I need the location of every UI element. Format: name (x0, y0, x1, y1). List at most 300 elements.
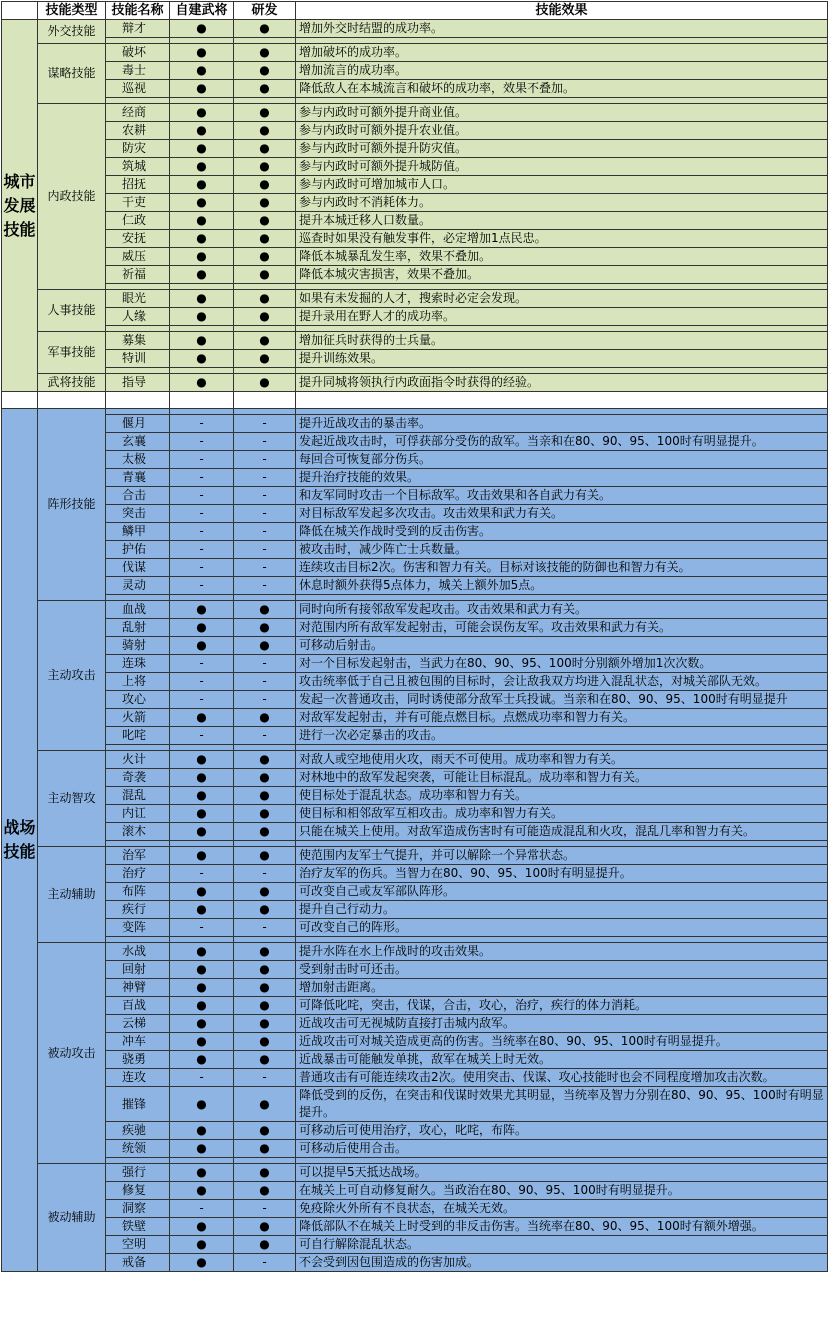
research-mark: - (234, 541, 296, 559)
header-research: 研发 (234, 2, 296, 20)
skill-name: 血战 (106, 601, 170, 619)
self-built-mark: ● (170, 1140, 234, 1158)
skill-name: 神臂 (106, 979, 170, 997)
research-mark: ● (234, 308, 296, 326)
skill-name: 安抚 (106, 230, 170, 248)
research-mark: ● (234, 1051, 296, 1069)
research-mark: ● (234, 979, 296, 997)
skill-effect: 可改变自己的阵形。 (296, 919, 828, 937)
self-built-mark: ● (170, 80, 234, 98)
self-built-mark: ● (170, 709, 234, 727)
research-mark: ● (234, 619, 296, 637)
table-row (2, 1140, 828, 1158)
group-label: 人事技能 (38, 290, 106, 332)
skill-name: 玄襄 (106, 433, 170, 451)
skill-name: 云梯 (106, 1015, 170, 1033)
self-built-mark: - (170, 433, 234, 451)
table-row (2, 62, 828, 80)
skill-effect: 连续攻击目标2次。伤害和智力有关。目标对该技能的防御也和智力有关。 (296, 559, 828, 577)
skill-name: 特训 (106, 350, 170, 368)
self-built-mark: ● (170, 230, 234, 248)
table-row (2, 787, 828, 805)
table-row (2, 673, 828, 691)
table-row (2, 266, 828, 284)
table-row (2, 997, 828, 1015)
research-mark: - (234, 727, 296, 745)
skill-name: 青襄 (106, 469, 170, 487)
group-label: 外交技能 (38, 20, 106, 44)
skill-effect: 对敌军发起射击，并有可能点燃目标。点燃成功率和智力有关。 (296, 709, 828, 727)
divider-cell (296, 392, 828, 409)
skill-name: 突击 (106, 505, 170, 523)
skill-name: 水战 (106, 943, 170, 961)
skill-name: 辩才 (106, 20, 170, 38)
category-label: 城市发展技能 (2, 20, 38, 392)
table-row (2, 1087, 828, 1122)
research-mark: - (234, 655, 296, 673)
research-mark: ● (234, 1218, 296, 1236)
skill-name: 强行 (106, 1164, 170, 1182)
self-built-mark: ● (170, 601, 234, 619)
header-corner (2, 2, 38, 20)
skill-effect: 只能在城关上使用。对敌军造成伤害时有可能造成混乱和火攻，混乱几率和智力有关。 (296, 823, 828, 841)
self-built-mark: ● (170, 805, 234, 823)
research-mark: ● (234, 1140, 296, 1158)
skill-name: 募集 (106, 332, 170, 350)
self-built-mark: ● (170, 1182, 234, 1200)
skill-effect: 参与内政时可额外提升防灾值。 (296, 140, 828, 158)
table-row (2, 601, 828, 619)
group-label: 主动辅助 (38, 847, 106, 943)
research-mark: - (234, 415, 296, 433)
table-row (2, 1200, 828, 1218)
research-mark: ● (234, 20, 296, 38)
skill-effect: 使目标处于混乱状态。成功率和智力有关。 (296, 787, 828, 805)
table-row (2, 1236, 828, 1254)
group-label: 阵形技能 (38, 409, 106, 601)
self-built-mark: ● (170, 1033, 234, 1051)
research-mark: ● (234, 140, 296, 158)
skill-effect: 降低部队不在城关上时受到的非反击伤害。当统率在80、90、95、100时有额外增强。 (296, 1218, 828, 1236)
self-built-mark: ● (170, 140, 234, 158)
skill-name: 筑城 (106, 158, 170, 176)
self-built-mark: - (170, 505, 234, 523)
skill-name: 百战 (106, 997, 170, 1015)
self-built-mark: ● (170, 20, 234, 38)
research-mark: ● (234, 62, 296, 80)
research-mark: ● (234, 80, 296, 98)
research-mark: - (234, 673, 296, 691)
skill-name: 上将 (106, 673, 170, 691)
skill-name: 奇袭 (106, 769, 170, 787)
skill-name: 连珠 (106, 655, 170, 673)
skill-name: 破坏 (106, 44, 170, 62)
table-row (2, 883, 828, 901)
skill-name: 滚木 (106, 823, 170, 841)
skill-name: 灵动 (106, 577, 170, 595)
skill-name: 火计 (106, 751, 170, 769)
table-row (2, 1069, 828, 1087)
skill-name: 合击 (106, 487, 170, 505)
skill-effect: 提升同城将领执行内政面指令时获得的经验。 (296, 374, 828, 392)
self-built-mark: ● (170, 44, 234, 62)
skill-name: 叱咤 (106, 727, 170, 745)
research-mark: ● (234, 194, 296, 212)
self-built-mark: ● (170, 787, 234, 805)
table-row (2, 158, 828, 176)
group-label: 主动智攻 (38, 751, 106, 847)
self-built-mark: ● (170, 350, 234, 368)
table-row (2, 823, 828, 841)
group-label: 武将技能 (38, 374, 106, 392)
skill-name: 内讧 (106, 805, 170, 823)
table-row (2, 1033, 828, 1051)
research-mark: ● (234, 961, 296, 979)
table-row (2, 1164, 828, 1182)
research-mark: ● (234, 104, 296, 122)
research-mark: ● (234, 805, 296, 823)
skill-name: 统领 (106, 1140, 170, 1158)
skill-name: 防灾 (106, 140, 170, 158)
self-built-mark: ● (170, 212, 234, 230)
self-built-mark: ● (170, 122, 234, 140)
group-label: 军事技能 (38, 332, 106, 374)
table-row (2, 350, 828, 368)
skill-name: 铁壁 (106, 1218, 170, 1236)
research-mark: ● (234, 997, 296, 1015)
skill-effect: 提升本城迁移人口数量。 (296, 212, 828, 230)
skill-effect: 参与内政时可额外提升农业值。 (296, 122, 828, 140)
skill-name: 冲车 (106, 1033, 170, 1051)
skill-effect: 巡查时如果没有触发事件，必定增加1点民忠。 (296, 230, 828, 248)
self-built-mark: ● (170, 1254, 234, 1272)
skill-name: 疾行 (106, 901, 170, 919)
self-built-mark: - (170, 577, 234, 595)
table-row (2, 943, 828, 961)
self-built-mark: ● (170, 847, 234, 865)
divider-cell (38, 392, 106, 409)
skill-effect: 对敌人或空地使用火攻，雨天不可使用。成功率和智力有关。 (296, 751, 828, 769)
skill-effect: 发起一次普通攻击，同时诱使部分敌军士兵投诚。当亲和在80、90、95、100时有明显提升 (296, 691, 828, 709)
self-built-mark: ● (170, 1015, 234, 1033)
research-mark: - (234, 433, 296, 451)
skill-effect: 可移动后可使用治疗，攻心，叱咤，布阵。 (296, 1122, 828, 1140)
table-row (2, 865, 828, 883)
table-row (2, 523, 828, 541)
self-built-mark: ● (170, 769, 234, 787)
self-built-mark: ● (170, 901, 234, 919)
research-mark: ● (234, 44, 296, 62)
research-mark: ● (234, 1236, 296, 1254)
table-row (2, 176, 828, 194)
skill-effect: 如果有未发掘的人才，搜索时必定会发现。 (296, 290, 828, 308)
skill-effect: 参与内政时可额外提升商业值。 (296, 104, 828, 122)
table-row (2, 308, 828, 326)
table-row (2, 637, 828, 655)
self-built-mark: - (170, 691, 234, 709)
skill-effect: 降低本城暴乱发生率，效果不叠加。 (296, 248, 828, 266)
research-mark: ● (234, 847, 296, 865)
research-mark: ● (234, 1122, 296, 1140)
skill-effect: 可移动后射击。 (296, 637, 828, 655)
table-row (2, 961, 828, 979)
group-label: 被动辅助 (38, 1164, 106, 1272)
skill-name: 伐谋 (106, 559, 170, 577)
research-mark: ● (234, 1182, 296, 1200)
research-mark: ● (234, 374, 296, 392)
self-built-mark: - (170, 451, 234, 469)
table-row (2, 1122, 828, 1140)
research-mark: - (234, 523, 296, 541)
table-row (2, 901, 828, 919)
table-row (2, 122, 828, 140)
research-mark: ● (234, 122, 296, 140)
research-mark: ● (234, 212, 296, 230)
skill-effect: 增加征兵时获得的士兵量。 (296, 332, 828, 350)
research-mark: - (234, 1069, 296, 1087)
table-row (2, 469, 828, 487)
skill-name: 仁政 (106, 212, 170, 230)
skill-effect: 受到射击时可还击。 (296, 961, 828, 979)
skill-name: 连攻 (106, 1069, 170, 1087)
research-mark: ● (234, 248, 296, 266)
self-built-mark: ● (170, 1218, 234, 1236)
table-row (2, 487, 828, 505)
skill-effect: 在城关上可自动修复耐久。当政治在80、90、95、100时有明显提升。 (296, 1182, 828, 1200)
skill-effect: 参与内政时可额外提升城防值。 (296, 158, 828, 176)
skill-effect: 不会受到因包围造成的伤害加成。 (296, 1254, 828, 1272)
table-row (2, 451, 828, 469)
research-mark: ● (234, 1033, 296, 1051)
self-built-mark: ● (170, 823, 234, 841)
research-mark: ● (234, 1087, 296, 1122)
self-built-mark: ● (170, 979, 234, 997)
skill-effect: 对林地中的敌军发起突袭，可能让目标混乱。成功率和智力有关。 (296, 769, 828, 787)
skill-effect: 降低在城关作战时受到的反击伤害。 (296, 523, 828, 541)
self-built-mark: - (170, 727, 234, 745)
skill-effect: 降低本城灾害损害，效果不叠加。 (296, 266, 828, 284)
self-built-mark: ● (170, 62, 234, 80)
skill-effect: 使目标和相邻敌军互相攻击。成功率和智力有关。 (296, 805, 828, 823)
self-built-mark: - (170, 1200, 234, 1218)
skill-effect: 发起近战攻击时，可俘获部分受伤的敌军。当亲和在80、90、95、100时有明显提升。 (296, 433, 828, 451)
skill-name: 回射 (106, 961, 170, 979)
table-row (2, 505, 828, 523)
table-row (2, 212, 828, 230)
skill-effect: 可降低叱咤，突击，伐谋，合击，攻心，治疗，疾行的体力消耗。 (296, 997, 828, 1015)
skill-name: 洞察 (106, 1200, 170, 1218)
skill-effect: 提升治疗技能的效果。 (296, 469, 828, 487)
self-built-mark: ● (170, 1236, 234, 1254)
skill-name: 农耕 (106, 122, 170, 140)
group-label: 谋略技能 (38, 44, 106, 104)
self-built-mark: ● (170, 997, 234, 1015)
category-label: 战场技能 (2, 409, 38, 1272)
research-mark: - (234, 1254, 296, 1272)
skill-effect: 增加流言的成功率。 (296, 62, 828, 80)
research-mark: ● (234, 751, 296, 769)
skill-name: 太极 (106, 451, 170, 469)
group-label: 内政技能 (38, 104, 106, 290)
table-row (2, 230, 828, 248)
self-built-mark: ● (170, 1087, 234, 1122)
self-built-mark: ● (170, 176, 234, 194)
table-row (2, 104, 828, 122)
skill-effect: 每回合可恢复部分伤兵。 (296, 451, 828, 469)
section-divider-row (2, 392, 828, 409)
skill-effect: 提升近战攻击的暴击率。 (296, 415, 828, 433)
skill-effect: 使范围内友军士气提升，并可以解除一个异常状态。 (296, 847, 828, 865)
skill-name: 变阵 (106, 919, 170, 937)
self-built-mark: - (170, 523, 234, 541)
research-mark: - (234, 487, 296, 505)
research-mark: ● (234, 637, 296, 655)
skill-effect: 对一个目标发起射击，当武力在80、90、95、100时分别额外增加1次次数。 (296, 655, 828, 673)
research-mark: ● (234, 176, 296, 194)
skill-name: 祈福 (106, 266, 170, 284)
table-row (2, 919, 828, 937)
self-built-mark: ● (170, 332, 234, 350)
skill-name: 乱射 (106, 619, 170, 637)
research-mark: ● (234, 943, 296, 961)
table-row (2, 140, 828, 158)
research-mark: ● (234, 1015, 296, 1033)
table-row (2, 619, 828, 637)
table-row (2, 559, 828, 577)
skill-name: 招抚 (106, 176, 170, 194)
research-mark: ● (234, 332, 296, 350)
self-built-mark: ● (170, 248, 234, 266)
table-row (2, 20, 828, 38)
divider-cell (2, 392, 38, 409)
research-mark: - (234, 865, 296, 883)
skill-effect: 治疗友军的伤兵。当智力在80、90、95、100时有明显提升。 (296, 865, 828, 883)
self-built-mark: ● (170, 943, 234, 961)
research-mark: ● (234, 1164, 296, 1182)
self-built-mark: - (170, 415, 234, 433)
divider-cell (106, 392, 170, 409)
self-built-mark: ● (170, 374, 234, 392)
self-built-mark: - (170, 469, 234, 487)
research-mark: - (234, 1200, 296, 1218)
table-row (2, 433, 828, 451)
skill-effect: 增加外交时结盟的成功率。 (296, 20, 828, 38)
table-row (2, 415, 828, 433)
skill-effect: 近战暴击可能触发单挑，敌军在城关上时无效。 (296, 1051, 828, 1069)
skill-effect: 提升水阵在水上作战时的攻击效果。 (296, 943, 828, 961)
table-row (2, 655, 828, 673)
skill-name: 攻心 (106, 691, 170, 709)
self-built-mark: - (170, 541, 234, 559)
skill-effect: 被攻击时，减少阵亡士兵数量。 (296, 541, 828, 559)
table-row (2, 1218, 828, 1236)
group-label: 主动攻击 (38, 601, 106, 751)
table-row (2, 805, 828, 823)
skill-name: 经商 (106, 104, 170, 122)
self-built-mark: ● (170, 1051, 234, 1069)
skill-name: 布阵 (106, 883, 170, 901)
skill-effect: 和友军同时攻击一个目标敌军。攻击效果和各自武力有关。 (296, 487, 828, 505)
skill-effect: 增加射击距离。 (296, 979, 828, 997)
self-built-mark: - (170, 865, 234, 883)
header-row (2, 2, 828, 20)
skill-name: 疾驰 (106, 1122, 170, 1140)
divider-cell (234, 392, 296, 409)
skill-name: 巡视 (106, 80, 170, 98)
self-built-mark: - (170, 655, 234, 673)
header-self-built: 自建武将 (170, 2, 234, 20)
research-mark: - (234, 505, 296, 523)
header-skill-name: 技能名称 (106, 2, 170, 20)
table-row (2, 847, 828, 865)
skill-name: 人缘 (106, 308, 170, 326)
skill-effect: 降低敌人在本城流言和破坏的成功率，效果不叠加。 (296, 80, 828, 98)
skill-name: 眼光 (106, 290, 170, 308)
table-row (2, 577, 828, 595)
research-mark: - (234, 691, 296, 709)
skill-name: 护佑 (106, 541, 170, 559)
self-built-mark: ● (170, 266, 234, 284)
skill-effect: 进行一次必定暴击的攻击。 (296, 727, 828, 745)
skill-name: 火箭 (106, 709, 170, 727)
table-row (2, 1015, 828, 1033)
skill-effect: 近战攻击可无视城防直接打击城内敌军。 (296, 1015, 828, 1033)
skill-effect: 可自行解除混乱状态。 (296, 1236, 828, 1254)
skill-effect: 免疫除火外所有不良状态，在城关无效。 (296, 1200, 828, 1218)
divider-cell (170, 392, 234, 409)
table-row (2, 194, 828, 212)
table-row (2, 979, 828, 997)
table-row (2, 751, 828, 769)
skill-name: 治疗 (106, 865, 170, 883)
research-mark: ● (234, 901, 296, 919)
skill-effect: 近战攻击可对城关造成更高的伤害。当统率在80、90、95、100时有明显提升。 (296, 1033, 828, 1051)
self-built-mark: ● (170, 158, 234, 176)
table-row (2, 1051, 828, 1069)
self-built-mark: ● (170, 290, 234, 308)
self-built-mark: - (170, 559, 234, 577)
self-built-mark: ● (170, 961, 234, 979)
skill-effect: 可移动后使用合击。 (296, 1140, 828, 1158)
skill-name: 指导 (106, 374, 170, 392)
self-built-mark: - (170, 487, 234, 505)
table-row (2, 332, 828, 350)
research-mark: - (234, 559, 296, 577)
skill-name: 治军 (106, 847, 170, 865)
skill-name: 骁勇 (106, 1051, 170, 1069)
research-mark: ● (234, 290, 296, 308)
skill-name: 毒士 (106, 62, 170, 80)
research-mark: ● (234, 601, 296, 619)
skill-table (1, 1, 828, 1272)
self-built-mark: ● (170, 104, 234, 122)
research-mark: ● (234, 823, 296, 841)
skill-name: 修复 (106, 1182, 170, 1200)
header-effect: 技能效果 (296, 2, 828, 20)
skill-name: 戒备 (106, 1254, 170, 1272)
research-mark: ● (234, 769, 296, 787)
table-row (2, 691, 828, 709)
research-mark: - (234, 469, 296, 487)
table-row (2, 80, 828, 98)
self-built-mark: ● (170, 637, 234, 655)
skill-effect: 休息时额外获得5点体力，城关上额外加5点。 (296, 577, 828, 595)
skill-effect: 参与内政时可增加城市人口。 (296, 176, 828, 194)
research-mark: ● (234, 709, 296, 727)
table-row (2, 44, 828, 62)
skill-effect: 提升训练效果。 (296, 350, 828, 368)
research-mark: - (234, 577, 296, 595)
